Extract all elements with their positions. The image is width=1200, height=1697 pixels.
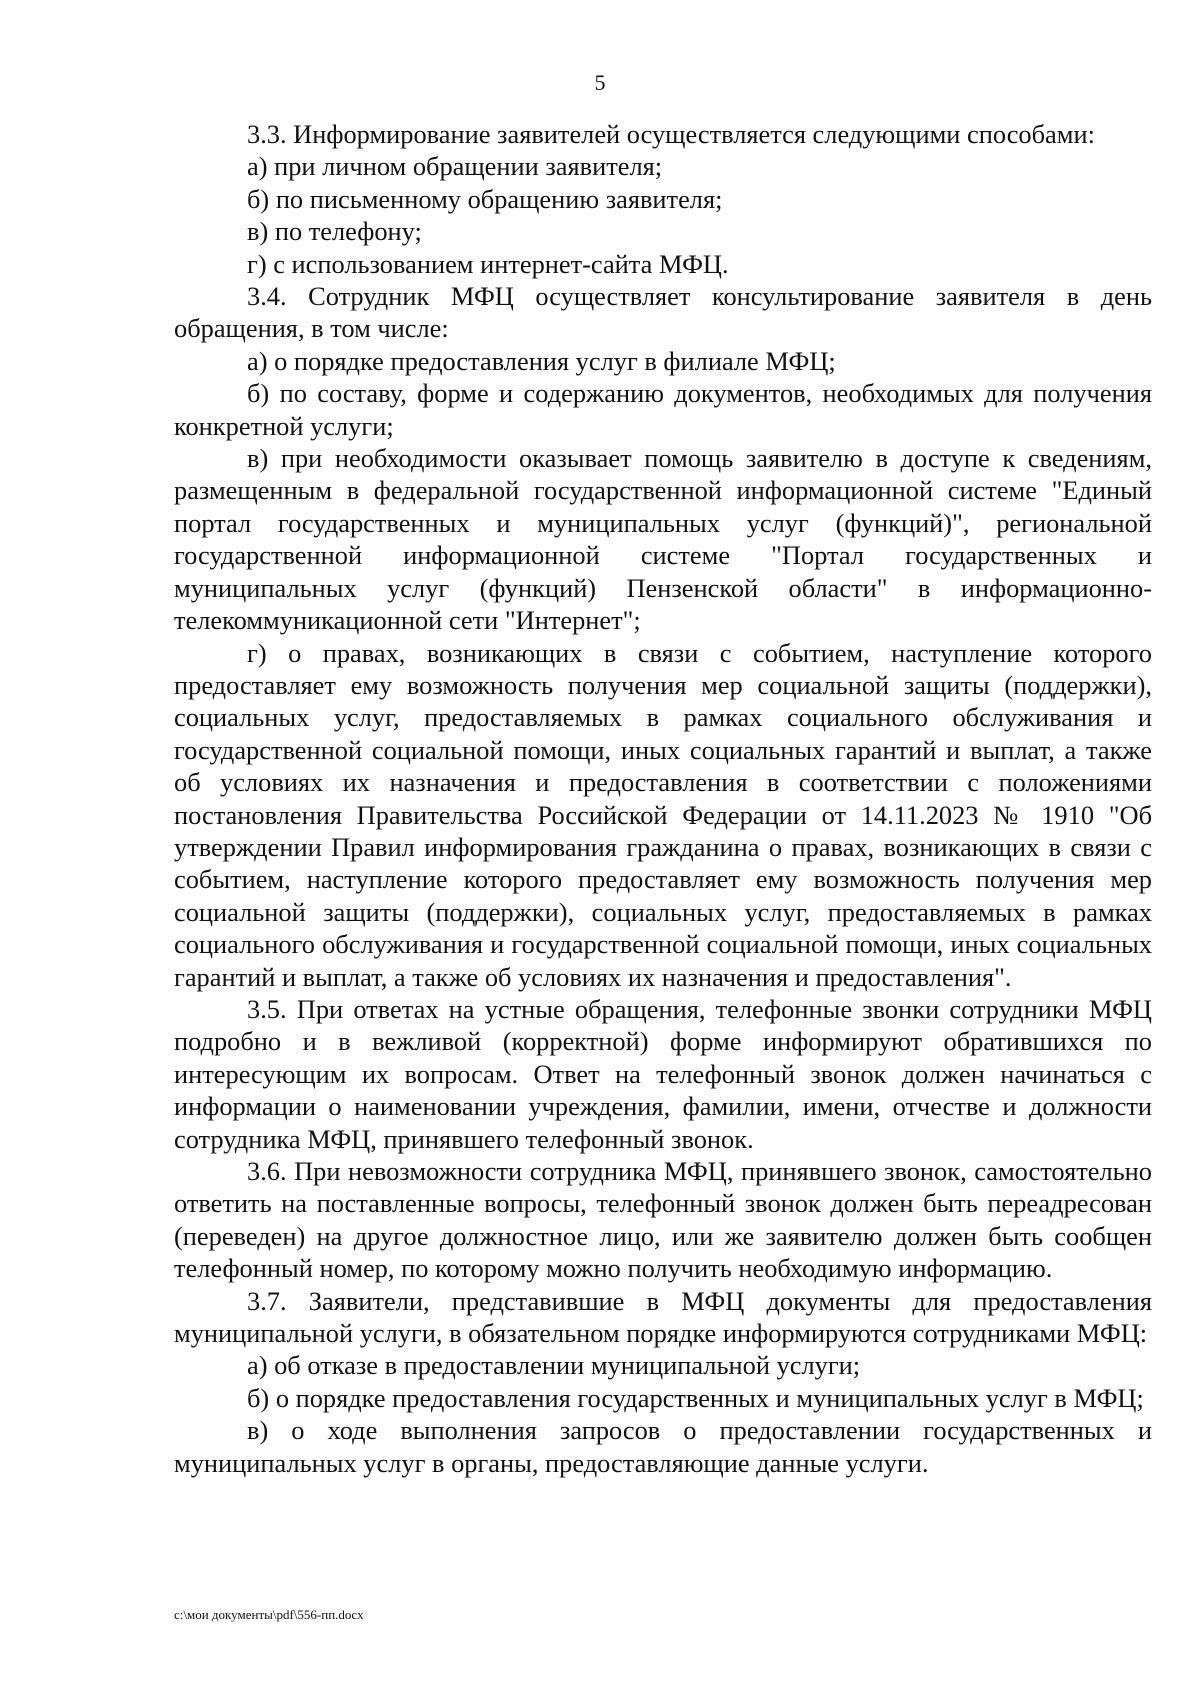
list-item-3-4-v: в) при необходимости оказывает помощь заявителю в доступе к сведениям, размещенным в федеральной государственной информационной системе "Единый портал государственных и муниципальных услуг (функций)", региональной государственной информационной системе "Портал государственных и муниципальных услуг (функций) Пензенской области" в информационно-телекоммуникационной сети "Интернет";: [174, 443, 1152, 636]
list-item-3-3-g: г) с использованием интернет-сайта МФЦ.: [247, 248, 729, 279]
document-body: [174, 118, 1152, 1479]
list-item-3-3-v: в) по телефону;: [247, 216, 422, 247]
list-item-3-4-g: г) о правах, возникающих в связи с событием, наступление которого предоставляет ему возможность получения мер социальной защиты (поддержки), социальных услуг, предоставляемых в рамках социального обслуживания и государственной социальной помощи, иных социальных гарантий и выплат, а также об условиях их назначения и предоставления в соответствии с положениями постановления Правительства Российской Федерации от 14.11.2023 № 1910 "Об утверждении Правил информирования гражданина о правах, возникающих в связи с событием, наступление которого предоставляет ему возможность получения мер социальной защиты (поддержки), социальных услуг, предоставляемых в рамках социального обслуживания и государственной социальной помощи, иных социальных гарантий и выплат, а также об условиях их назначения и предоставления".: [174, 637, 1152, 992]
page-number: 5: [594, 70, 606, 95]
footer-file-path: c:\мои документы\pdf\556-пп.docx: [174, 1607, 364, 1622]
paragraph-3-3: 3.3. Информирование заявителей осуществляется следующими способами:: [247, 119, 1095, 149]
list-item-3-3-b: б) по письменному обращению заявителя;: [247, 183, 723, 214]
paragraph-3-5: 3.5. При ответах на устные обращения, телефонные звонки сотрудники МФЦ подробно и в вежливой (корректной) форме информируют обратившихся по интересующим их вопросам. Ответ на телефонный звонок должен начинаться с информации о наименовании учреждения, фамилии, имени, отчестве и должности сотрудника МФЦ, принявшего телефонный звонок.: [174, 993, 1152, 1154]
list-item-3-7-v: в) о ходе выполнения запросов о предоставлении государственных и муниципальных услуг в органы, предоставляющие данные услуги.: [174, 1415, 1152, 1478]
list-item-3-4-a: а) о порядке предоставления услуг в филиале МФЦ;: [247, 345, 836, 376]
paragraph-3-7: 3.7. Заявители, представившие в МФЦ документы для предоставления муниципальной услуги, в обязательном порядке информируются сотрудниками МФЦ:: [174, 1285, 1152, 1349]
list-item-3-7-b: б) о порядке предоставления государственных и муниципальных услуг в МФЦ;: [247, 1382, 1144, 1413]
list-item-3-3-a: а) при личном обращении заявителя;: [247, 151, 663, 182]
list-item-3-4-b: б) по составу, форме и содержанию документов, необходимых для получения конкретной услуги;: [174, 378, 1152, 441]
list-item-3-7-a: а) об отказе в предоставлении муниципальной услуги;: [247, 1350, 861, 1381]
paragraph-3-6: 3.6. При невозможности сотрудника МФЦ, принявшего звонок, самостоятельно ответить на поставленные вопросы, телефонный звонок должен быть переадресован (переведен) на другое должностное лицо, или же заявителю должен быть сообщен телефонный номер, по которому можно получить необходимую информацию.: [174, 1156, 1152, 1284]
paragraph-3-4: 3.4. Сотрудник МФЦ осуществляет консультирование заявителя в день обращения, в том числе:: [174, 281, 1152, 344]
